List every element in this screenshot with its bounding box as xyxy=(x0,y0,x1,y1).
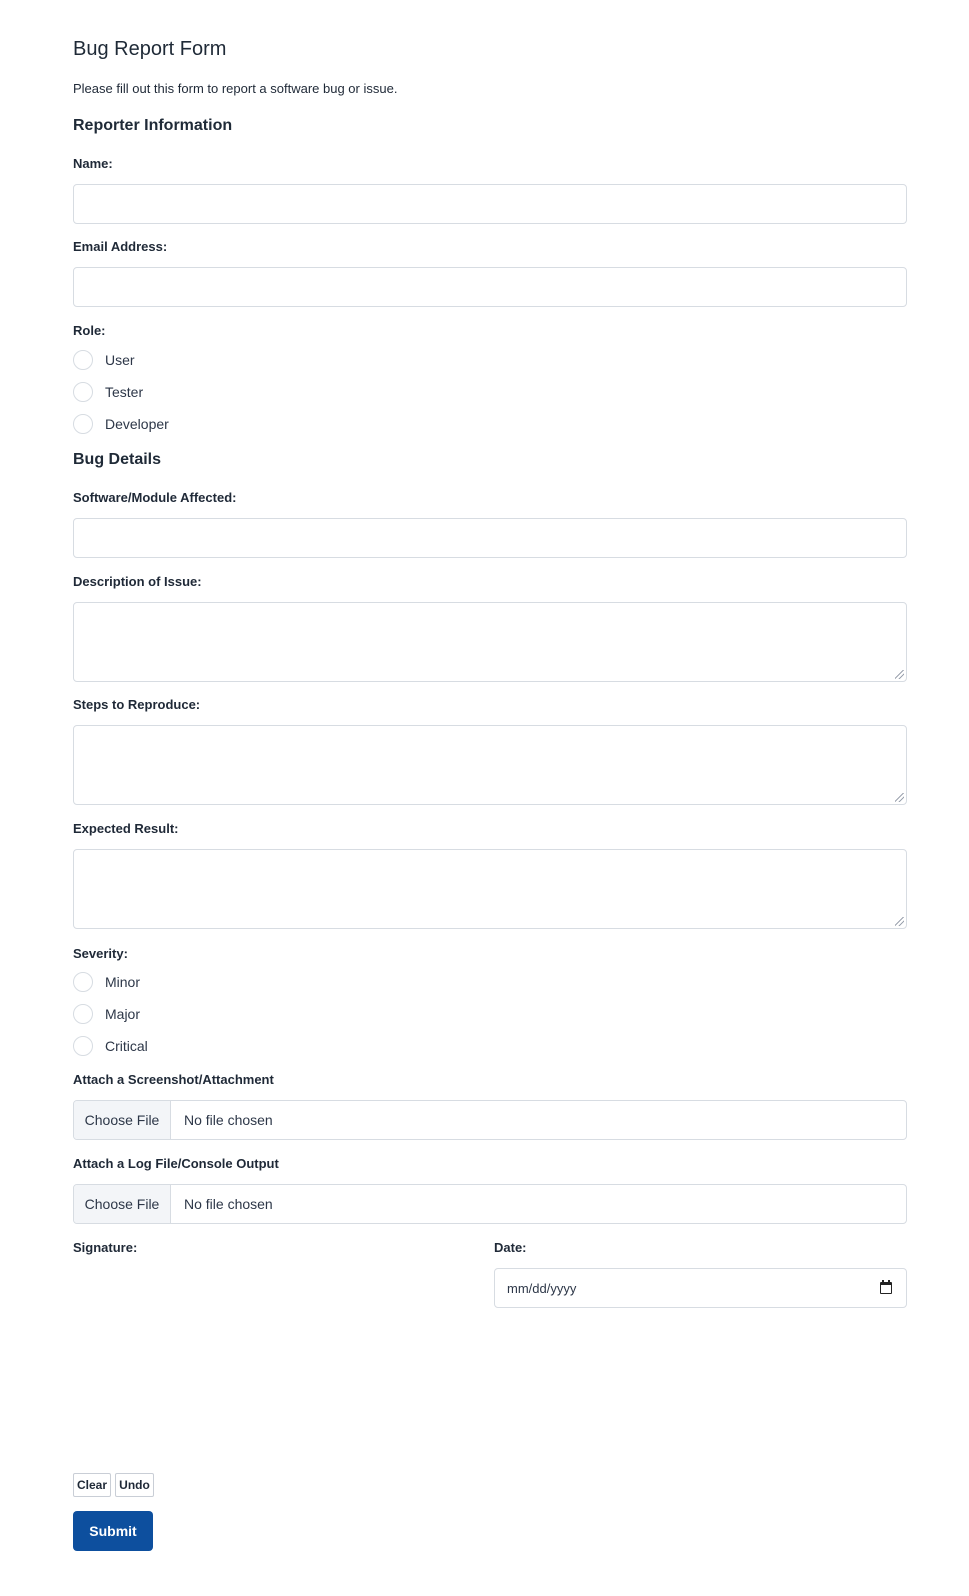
severity-option-label: Critical xyxy=(105,1038,148,1054)
screenshot-attachment-label: Attach a Screenshot/Attachment xyxy=(73,1072,274,1087)
name-input[interactable] xyxy=(73,184,907,224)
module-input[interactable] xyxy=(73,518,907,558)
form-intro: Please fill out this form to report a software bug or issue. xyxy=(73,81,398,96)
date-label: Date: xyxy=(494,1240,527,1255)
role-radio-developer[interactable] xyxy=(73,414,93,434)
page-title: Bug Report Form xyxy=(73,38,227,60)
name-label: Name: xyxy=(73,156,113,171)
file-status-text: No file chosen xyxy=(184,1112,273,1128)
severity-option-label: Minor xyxy=(105,974,141,990)
log-attachment-label: Attach a Log File/Console Output xyxy=(73,1156,279,1171)
description-textarea[interactable] xyxy=(73,602,907,682)
date-placeholder: mm/dd/yyyy xyxy=(507,1280,577,1296)
calendar-icon[interactable] xyxy=(880,1282,892,1294)
submit-button[interactable]: Submit xyxy=(73,1511,153,1551)
role-radio-user[interactable] xyxy=(73,350,93,370)
steps-label: Steps to Reproduce: xyxy=(73,697,201,712)
bug-section-heading: Bug Details xyxy=(73,451,162,468)
module-label: Software/Module Affected: xyxy=(73,490,237,505)
severity-option-label: Major xyxy=(105,1006,141,1022)
file-status-text: No file chosen xyxy=(184,1196,273,1212)
choose-file-button[interactable]: Choose File xyxy=(74,1185,171,1223)
signature-label: Signature: xyxy=(73,1240,138,1255)
description-label: Description of Issue: xyxy=(73,574,202,589)
log-file-input[interactable] xyxy=(73,1184,907,1224)
severity-option-minor[interactable] xyxy=(73,971,140,993)
clear-signature-button[interactable]: Clear xyxy=(73,1473,111,1497)
choose-file-button[interactable]: Choose File xyxy=(74,1101,171,1139)
role-label: Role: xyxy=(73,323,106,338)
resize-grip-icon[interactable] xyxy=(895,670,904,679)
role-radio-tester[interactable] xyxy=(73,382,93,402)
resize-grip-icon[interactable] xyxy=(895,917,904,926)
resize-grip-icon[interactable] xyxy=(895,793,904,802)
role-option-tester[interactable] xyxy=(73,381,143,403)
severity-radio-major[interactable] xyxy=(73,1004,93,1024)
role-option-developer[interactable] xyxy=(73,413,169,435)
email-label: Email Address: xyxy=(73,239,168,254)
severity-radio-critical[interactable] xyxy=(73,1036,93,1056)
signature-pad[interactable] xyxy=(73,1262,473,1462)
steps-textarea[interactable] xyxy=(73,725,907,805)
role-option-user[interactable] xyxy=(73,349,135,371)
expected-textarea[interactable] xyxy=(73,849,907,929)
severity-option-major[interactable] xyxy=(73,1003,140,1025)
role-option-label: User xyxy=(105,352,135,368)
date-input[interactable] xyxy=(494,1268,907,1308)
reporter-section-heading: Reporter Information xyxy=(73,117,233,134)
severity-label: Severity: xyxy=(73,946,128,961)
severity-radio-minor[interactable] xyxy=(73,972,93,992)
email-input[interactable] xyxy=(73,267,907,307)
role-option-label: Tester xyxy=(105,384,144,400)
severity-option-critical[interactable] xyxy=(73,1035,148,1057)
screenshot-file-input[interactable] xyxy=(73,1100,907,1140)
undo-signature-button[interactable]: Undo xyxy=(115,1473,154,1497)
role-option-label: Developer xyxy=(105,416,169,432)
expected-label: Expected Result: xyxy=(73,821,179,836)
